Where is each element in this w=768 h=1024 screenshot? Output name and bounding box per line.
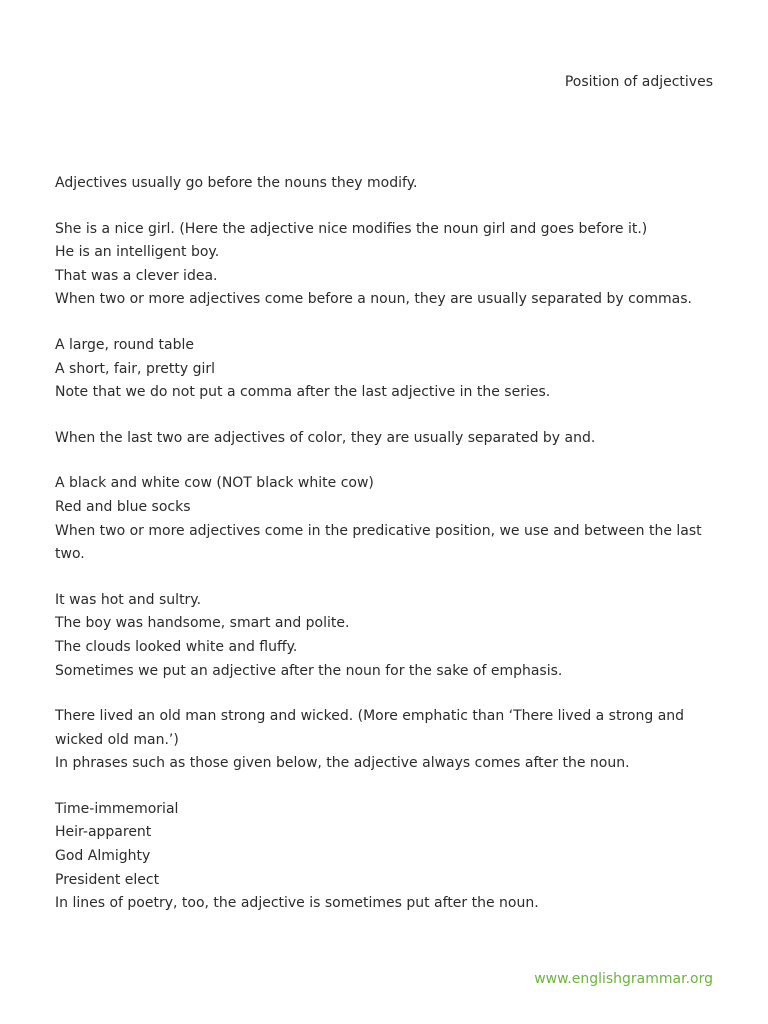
- paragraph: Sometimes we put an adjective after the noun for the sake of emphasis.: [55, 662, 563, 679]
- page-title: Position of adjectives: [564, 74, 713, 90]
- paragraph: Note that we do not put a comma after the last adjective in the series.: [55, 384, 551, 401]
- paragraph-gap: [55, 567, 715, 589]
- paragraph: When two or more adjectives come before a noun, they are usually separated by commas.: [55, 291, 692, 308]
- paragraph-gap: [55, 405, 715, 427]
- paragraph: A short, fair, pretty girl: [55, 360, 216, 377]
- paragraph-gap: [55, 776, 715, 798]
- paragraph: He is an intelligent boy.: [55, 244, 220, 261]
- paragraph-gap: [55, 683, 715, 705]
- paragraph: A large, round table: [55, 336, 194, 353]
- paragraph: Red and blue socks: [55, 498, 191, 515]
- paragraph: President elect: [55, 871, 160, 888]
- paragraph: There lived an old man strong and wicked. (More emphatic than ‘There lived a strong and wicked old man.’): [55, 708, 685, 748]
- website-link[interactable]: www.englishgrammar.org: [534, 971, 713, 987]
- paragraph: Heir-apparent: [55, 824, 152, 841]
- document-body: [55, 172, 715, 916]
- paragraph: In phrases such as those given below, the adjective always comes after the noun.: [55, 755, 630, 772]
- paragraph-gap: [55, 312, 715, 334]
- paragraph: When two or more adjectives come in the predicative position, we use and between the last two.: [55, 522, 702, 563]
- paragraph: The boy was handsome, smart and polite.: [55, 615, 350, 632]
- paragraph: Time-immemorial: [55, 800, 179, 817]
- paragraph: The clouds looked white and fluffy.: [55, 638, 298, 655]
- paragraph: When the last two are adjectives of color, they are usually separated by and.: [55, 429, 596, 446]
- paragraph: It was hot and sultry.: [55, 591, 202, 608]
- paragraph-gap: [55, 196, 715, 218]
- paragraph: She is a nice girl. (Here the adjective nice modifies the noun girl and goes before it.): [55, 220, 648, 237]
- paragraph: God Almighty: [55, 848, 151, 865]
- paragraph: A black and white cow (NOT black white cow): [55, 475, 374, 492]
- paragraph: That was a clever idea.: [55, 267, 218, 284]
- paragraph: Adjectives usually go before the nouns they modify.: [55, 175, 418, 191]
- paragraph: In lines of poetry, too, the adjective is sometimes put after the noun.: [55, 895, 539, 912]
- paragraph-gap: [55, 450, 715, 472]
